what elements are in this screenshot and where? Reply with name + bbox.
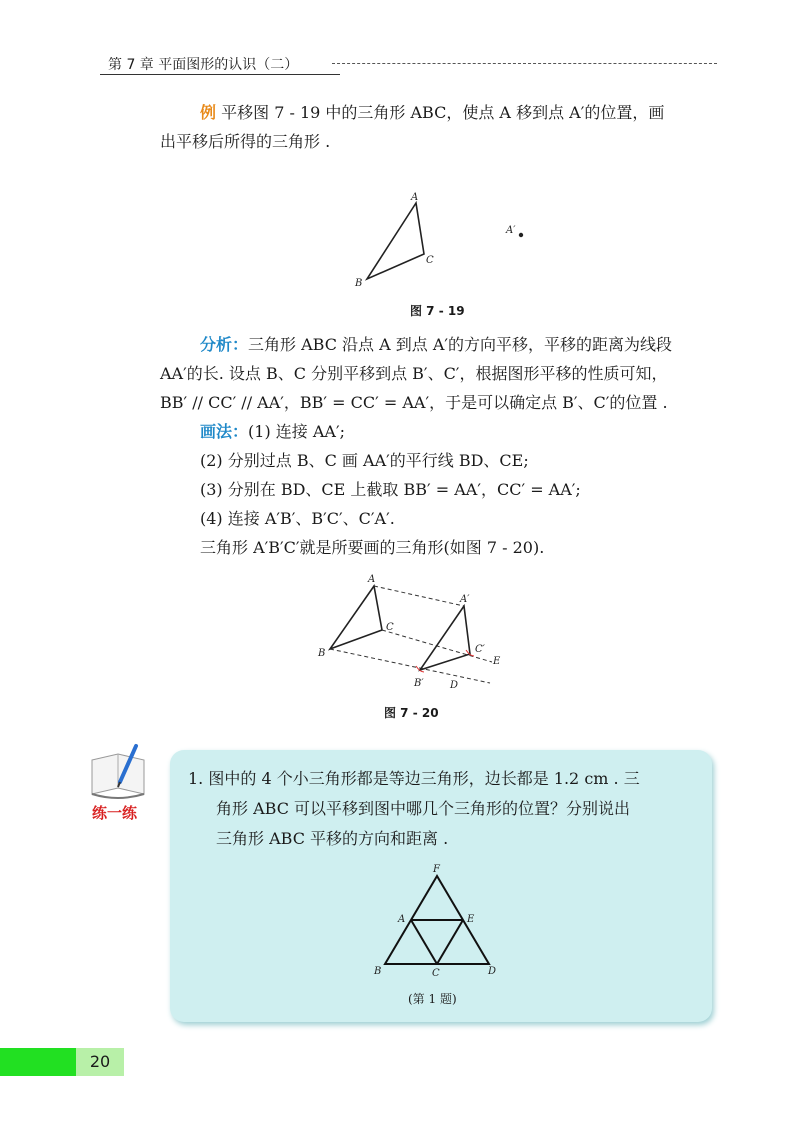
method-block (160, 417, 720, 562)
page-number: 20 (76, 1048, 124, 1076)
figure-7-20 (310, 568, 520, 696)
notebook-pen-icon (84, 742, 154, 804)
label-a-prime: A′ (460, 594, 470, 605)
label-d: D (488, 966, 497, 977)
method-step-2: (2) 分别过点 B、C 画 AA′的平行线 BD、CE; (200, 451, 529, 470)
method-label: 画法： (200, 422, 249, 441)
figure-7-19-caption: 图 7 - 19 (410, 304, 465, 318)
practice-label: 练一练 (92, 804, 138, 822)
label-a: A (398, 914, 406, 925)
label-f: F (433, 864, 440, 875)
figure-7-20-caption: 图 7 - 20 (384, 706, 439, 720)
practice-figure (370, 858, 510, 980)
analysis-label: 分析： (200, 335, 249, 354)
label-c: C (426, 255, 434, 266)
method-conclusion: 三角形 A′B′C′就是所要画的三角形(如图 7 - 20). (200, 538, 545, 557)
example-block (160, 98, 720, 156)
figure-7-19 (340, 185, 560, 290)
label-e: E (467, 914, 475, 925)
header-underline (100, 74, 340, 75)
label-b: B (374, 966, 382, 977)
analysis-line-1: 三角形 ABC 沿点 A 到点 A′的方向平移，平移的距离为线段 (248, 335, 673, 354)
label-c: C (432, 968, 440, 979)
practice-line-3: 三角形 ABC 平移的方向和距离 . (216, 829, 449, 848)
triangle-abc (367, 203, 424, 279)
triangle-a-prime-b-prime-c-prime (420, 606, 470, 670)
header-dashed-rule (332, 63, 717, 64)
label-a-prime: A′ (506, 225, 516, 236)
point-a-prime (519, 233, 523, 237)
page-number-bar (0, 1048, 76, 1076)
example-line-2: 出平移后所得的三角形 . (160, 132, 331, 151)
label-b: B (318, 648, 326, 659)
label-e: E (493, 656, 501, 667)
label-d: D (450, 680, 459, 691)
method-step-3: (3) 分别在 BD、CE 上截取 BB′ = AA′，CC′ = AA′; (200, 480, 581, 499)
analysis-line-3: BB′ // CC′ // AA′，BB′ = CC′ = AA′，于是可以确定点 B′、C′的位置 . (160, 393, 668, 412)
practice-line-2: 角形 ABC 可以平移到图中哪几个三角形的位置？分别说出 (216, 799, 631, 818)
analysis-block (160, 330, 720, 417)
analysis-line-2: AA′的长. 设点 B、C 分别平移到点 B′、C′，根据图形平移的性质可知， (160, 364, 668, 383)
method-step-1: (1) 连接 AA′; (248, 422, 345, 441)
example-line-1: 平移图 7 - 19 中的三角形 ABC，使点 A 移到点 A′的位置，画 (221, 103, 665, 122)
label-b: B (355, 278, 363, 289)
chapter-title: 第 7 章 平面图形的认识（二） (108, 57, 299, 73)
label-c: C (386, 622, 394, 633)
practice-figure-caption: (第 1 题) (408, 992, 457, 1006)
practice-question (188, 764, 698, 854)
page-header (100, 54, 720, 76)
method-step-4: (4) 连接 A′B′、B′C′、C′A′. (200, 509, 395, 528)
example-label: 例 (200, 103, 217, 122)
label-b-prime: B′ (414, 678, 424, 689)
triangle-abc (330, 586, 382, 649)
label-a: A (368, 574, 376, 585)
practice-line-1: 1. 图中的 4 个小三角形都是等边三角形，边长都是 1.2 cm . 三 (188, 769, 640, 788)
label-c-prime: C′ (475, 644, 485, 655)
label-a: A (411, 192, 419, 203)
line-aa-prime (374, 586, 464, 606)
